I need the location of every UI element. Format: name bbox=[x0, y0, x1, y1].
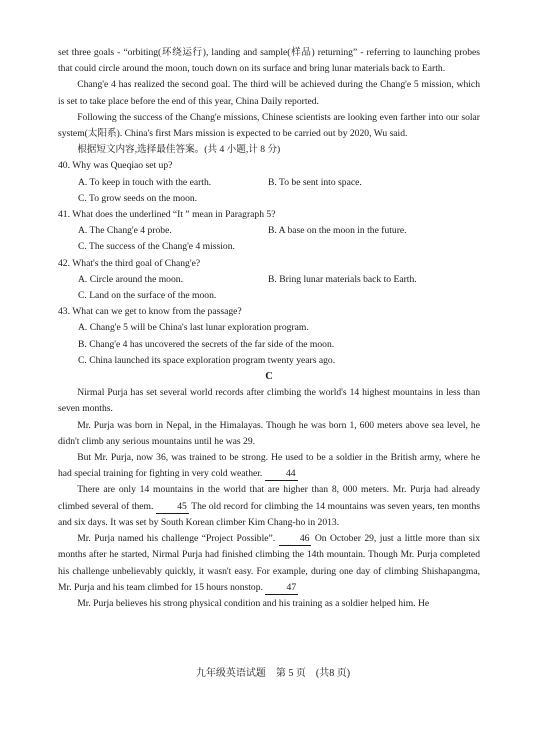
page-footer: 九年级英语试题 第 5 页 (共8 页) bbox=[195, 668, 351, 679]
paragraph-text: There are only 14 mountains in the world that are higher than 8, 000 meters. Mr. Purja had already climbed several of them. bbox=[58, 484, 480, 512]
blank-46: 46 bbox=[279, 533, 312, 546]
option-c: C. To grow seeds on the moon. bbox=[78, 192, 198, 204]
paragraph-text: On October 29, just a little more than six months after he started, Nirmal Purja had finished climbing the 14th mountain. Though Mr. Purja completed his challenge unbelievably quickly, it wasn't easy. For example, during one day of climbing Shishapangma, Mr. Purja and his team climbed for 15 hours nonstop. bbox=[58, 533, 480, 593]
passage-c-paragraph-3 bbox=[58, 450, 480, 482]
option-a: A. The Chang'e 4 probe. bbox=[78, 225, 172, 237]
option-b: B. Chang'e 4 has uncovered the secrets of the far side of the moon. bbox=[78, 338, 335, 350]
paragraph-text: But Mr. Purja, now 36, was trained to be strong. He used to be a soldier in the British army, where he had special training for fighting in very cold weather. bbox=[58, 452, 480, 480]
question-stem: 43. What can we get to know from the passage? bbox=[58, 306, 242, 318]
option-c: C. The success of the Chang'e 4 mission. bbox=[78, 241, 235, 253]
question-stem: 42. What's the third goal of Chang'e? bbox=[58, 257, 201, 269]
passage-c-paragraph-4 bbox=[58, 482, 480, 531]
question-stem: 41. What does the underlined “It ” mean in Paragraph 5? bbox=[58, 209, 276, 221]
option-b: B. A base on the moon in the future. bbox=[268, 225, 407, 237]
passage-c-paragraph-1: Nirmal Purja has set several world records after climbing the world's 14 highest mountains in less than seven months. bbox=[58, 387, 480, 415]
options-row bbox=[58, 223, 480, 239]
paragraph-text: Mr. Purja named his challenge “Project Possible”. bbox=[77, 533, 276, 545]
option-c: C. China launched its space exploration program twenty years ago. bbox=[78, 354, 336, 366]
option-a: A. Circle around the moon. bbox=[78, 273, 183, 285]
options-row bbox=[58, 175, 480, 191]
question-stem: 40. Why was Queqiao set up? bbox=[58, 160, 173, 172]
blank-47: 47 bbox=[265, 582, 298, 595]
passage-b-paragraph-3: Following the success of the Chang'e missions, Chinese scientists are looking even farther into our solar system(太阳系). China's first Mars mission is expected to be carried out by 2020, Wu said. bbox=[58, 111, 480, 140]
blank-44: 44 bbox=[265, 468, 298, 481]
paragraph-text: The old record for climbing the 14 mountains was seven years, ten months and six days. It was set by South Korean climber Kim Chang-ho in 2013. bbox=[58, 500, 480, 528]
option-a: A. To keep in touch with the earth. bbox=[78, 176, 212, 188]
passage-c-paragraph-2: Mr. Purja was born in Nepal, in the Himalayas. Though he was born 1, 600 meters above sea level, he didn't climb any serious mountains until he was 29. bbox=[58, 419, 480, 447]
page-content bbox=[58, 45, 480, 612]
passage-c-paragraph-5 bbox=[58, 531, 480, 596]
passage-b-paragraph-2: Chang'e 4 has realized the second goal. The third will be achieved during the Chang'e 5 mission, which is set to take place before the end of this year, China Daily reported. bbox=[58, 79, 480, 107]
blank-45: 45 bbox=[156, 501, 189, 514]
question-43 bbox=[58, 304, 480, 369]
passage-b-paragraph-1: set three goals - “orbiting(环绕运行), landing and sample(样品) returning” - referring to launching probes that could circle around the moon, touch down on its surface and bring lunar materials back to Earth. bbox=[58, 47, 480, 75]
section-instruction: 根据短文内容,选择最佳答案。(共 4 小题,计 8 分) bbox=[77, 144, 281, 156]
option-b: B. To be sent into space. bbox=[268, 176, 362, 188]
question-42 bbox=[58, 256, 480, 305]
options-row bbox=[58, 272, 480, 288]
option-b: B. Bring lunar materials back to Earth. bbox=[268, 273, 417, 285]
option-c: C. Land on the surface of the moon. bbox=[78, 290, 217, 302]
option-a: A. Chang'e 5 will be China's last lunar exploration program. bbox=[78, 322, 309, 334]
question-41 bbox=[58, 207, 480, 256]
section-c-heading: C bbox=[265, 371, 273, 383]
question-40 bbox=[58, 158, 480, 207]
passage-c-paragraph-6: Mr. Purja believes his strong physical condition and his training as a soldier helped him. He bbox=[77, 597, 430, 609]
